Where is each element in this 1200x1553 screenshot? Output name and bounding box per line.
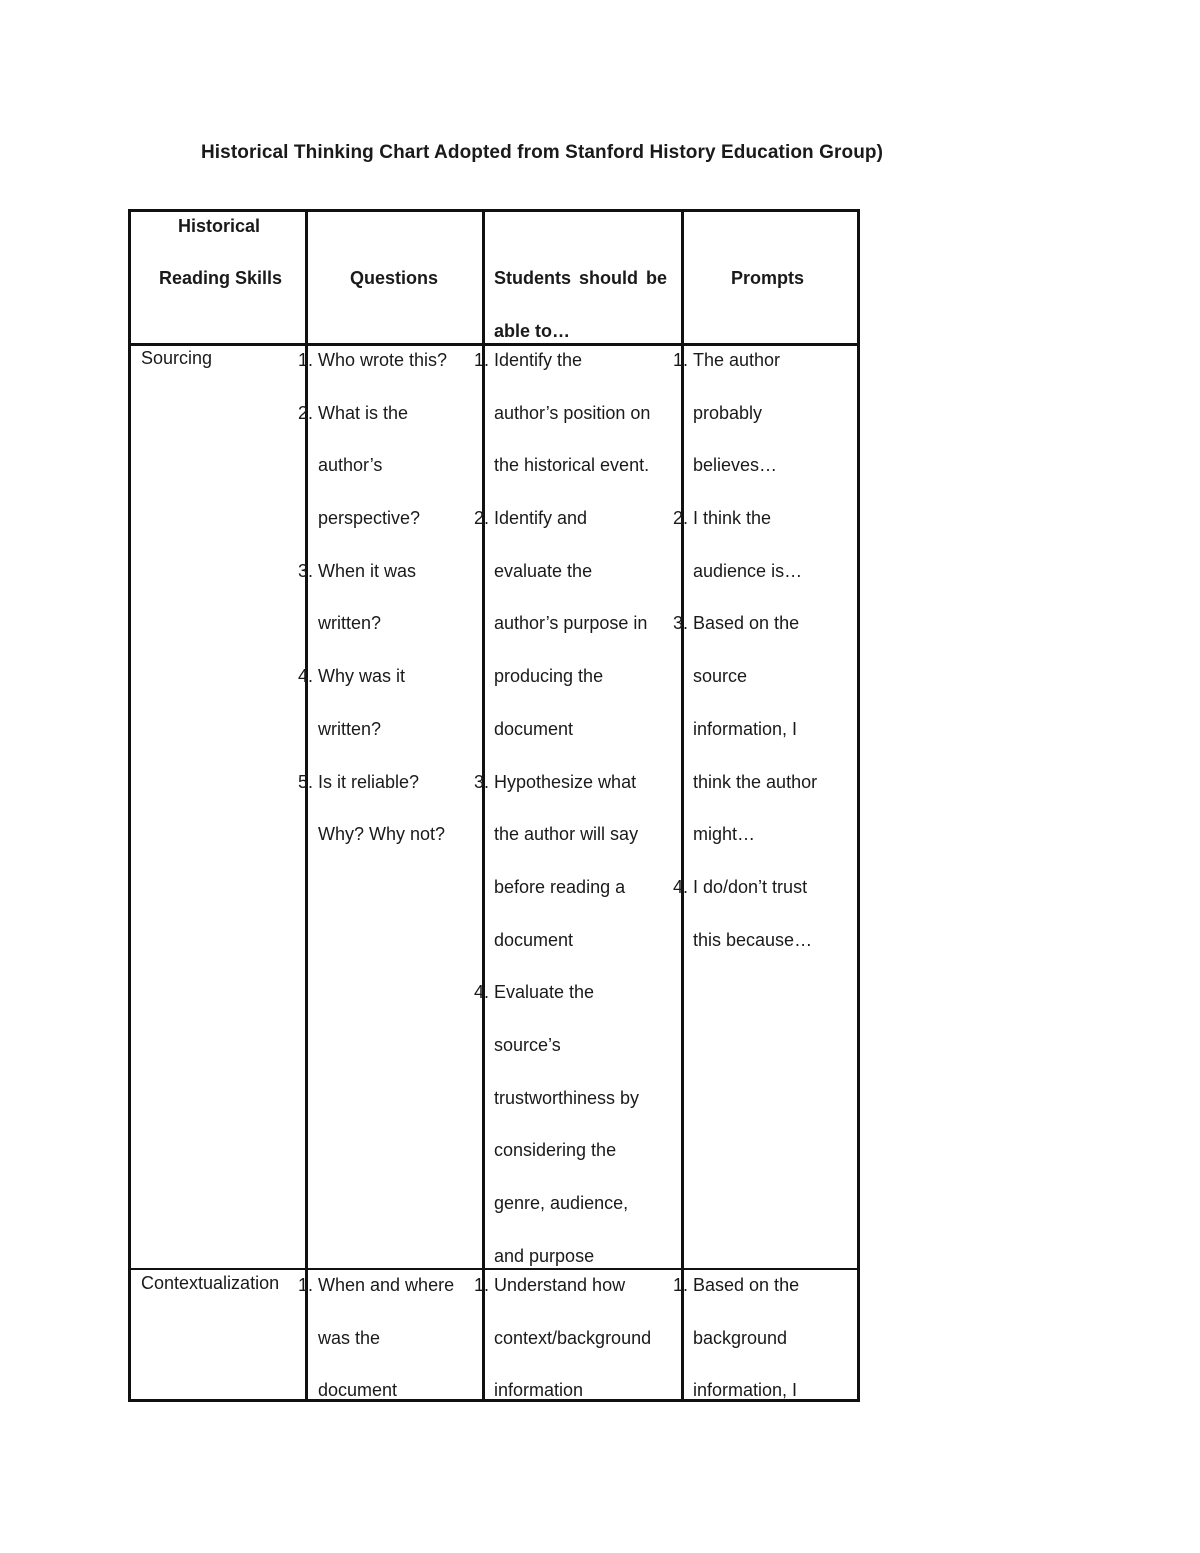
list-item: genre, audience, (494, 1193, 629, 1213)
contextualization-students-list (474, 1259, 652, 1417)
contextualization-prompts-list (673, 1259, 800, 1417)
list-item: 1. Based on the (673, 1275, 800, 1295)
list-item: 4. Evaluate the (474, 982, 595, 1003)
header-prompts: Prompts (731, 268, 805, 288)
row-skill-sourcing: Sourcing (141, 348, 213, 368)
list-item: might… (693, 824, 756, 845)
list-item: was the (318, 1327, 381, 1348)
list-item: believes… (693, 455, 778, 476)
list-item: this because… (693, 929, 813, 950)
list-item: document (494, 718, 574, 739)
list-item: 2. I think the (673, 508, 772, 529)
list-item: source (693, 666, 748, 687)
list-item: and purpose (494, 1245, 595, 1266)
list-item: background (693, 1327, 788, 1348)
list-item: considering the (494, 1140, 617, 1161)
list-item: the historical event. (494, 455, 650, 476)
list-item: trustworthiness by (494, 1087, 640, 1108)
list-item: before reading a (494, 876, 626, 897)
list-item: 1. Identify the (474, 350, 583, 370)
list-item: 3. Based on the (673, 613, 800, 634)
list-item: 4. I do/don’t trust (673, 876, 808, 897)
list-item: author’s (318, 455, 383, 476)
list-item: information (494, 1380, 584, 1401)
header-skill-line1: Historical (178, 216, 261, 236)
list-item: 1. Who wrote this? (298, 350, 448, 370)
list-item: 1. When and where (298, 1275, 455, 1295)
list-item: information, I (693, 1380, 798, 1401)
list-item: 3. Hypothesize what (474, 771, 637, 792)
sourcing-students-list (474, 334, 651, 1282)
list-item: evaluate the (494, 560, 593, 581)
list-item: producing the (494, 666, 604, 687)
list-item: Why? Why not? (318, 824, 446, 845)
page-title: Historical Thinking Chart Adopted from Stanford History Education Group) (200, 142, 884, 163)
list-item: source’s (494, 1034, 561, 1055)
list-item: context/background (494, 1327, 652, 1348)
list-item: 1. The author (673, 350, 781, 370)
header-questions: Questions (350, 268, 439, 288)
list-item: 1. Understand how (474, 1275, 626, 1295)
sourcing-prompts-list (673, 334, 818, 966)
list-item: document (318, 1380, 398, 1401)
list-item: 5. Is it reliable? (298, 771, 420, 792)
column-divider (681, 212, 684, 1399)
list-item: information, I (693, 718, 798, 739)
historical-thinking-table (128, 209, 860, 1402)
list-item: 2. What is the (298, 402, 409, 423)
row-skill-contextualization: Contextualization (141, 1273, 280, 1293)
list-item: think the author (693, 771, 818, 792)
list-item: written? (318, 718, 382, 739)
contextualization-questions-list (298, 1259, 455, 1417)
sourcing-questions-list (298, 334, 448, 861)
list-item: written? (318, 613, 382, 634)
header-students-line1: Students should be (494, 268, 668, 288)
list-item: 2. Identify and (474, 508, 588, 529)
list-item: author’s purpose in (494, 613, 648, 634)
header-skill-line2: Reading Skills (159, 268, 283, 288)
list-item: document (494, 929, 574, 950)
list-item: the author will say (494, 824, 639, 845)
list-item: audience is… (693, 560, 803, 581)
list-item: author’s position on (494, 402, 651, 423)
header-students-line2: able to… (494, 321, 571, 341)
list-item: 3. When it was (298, 560, 417, 581)
list-item: probably (693, 402, 763, 423)
list-item: 4. Why was it (298, 666, 406, 687)
list-item: perspective? (318, 508, 421, 529)
